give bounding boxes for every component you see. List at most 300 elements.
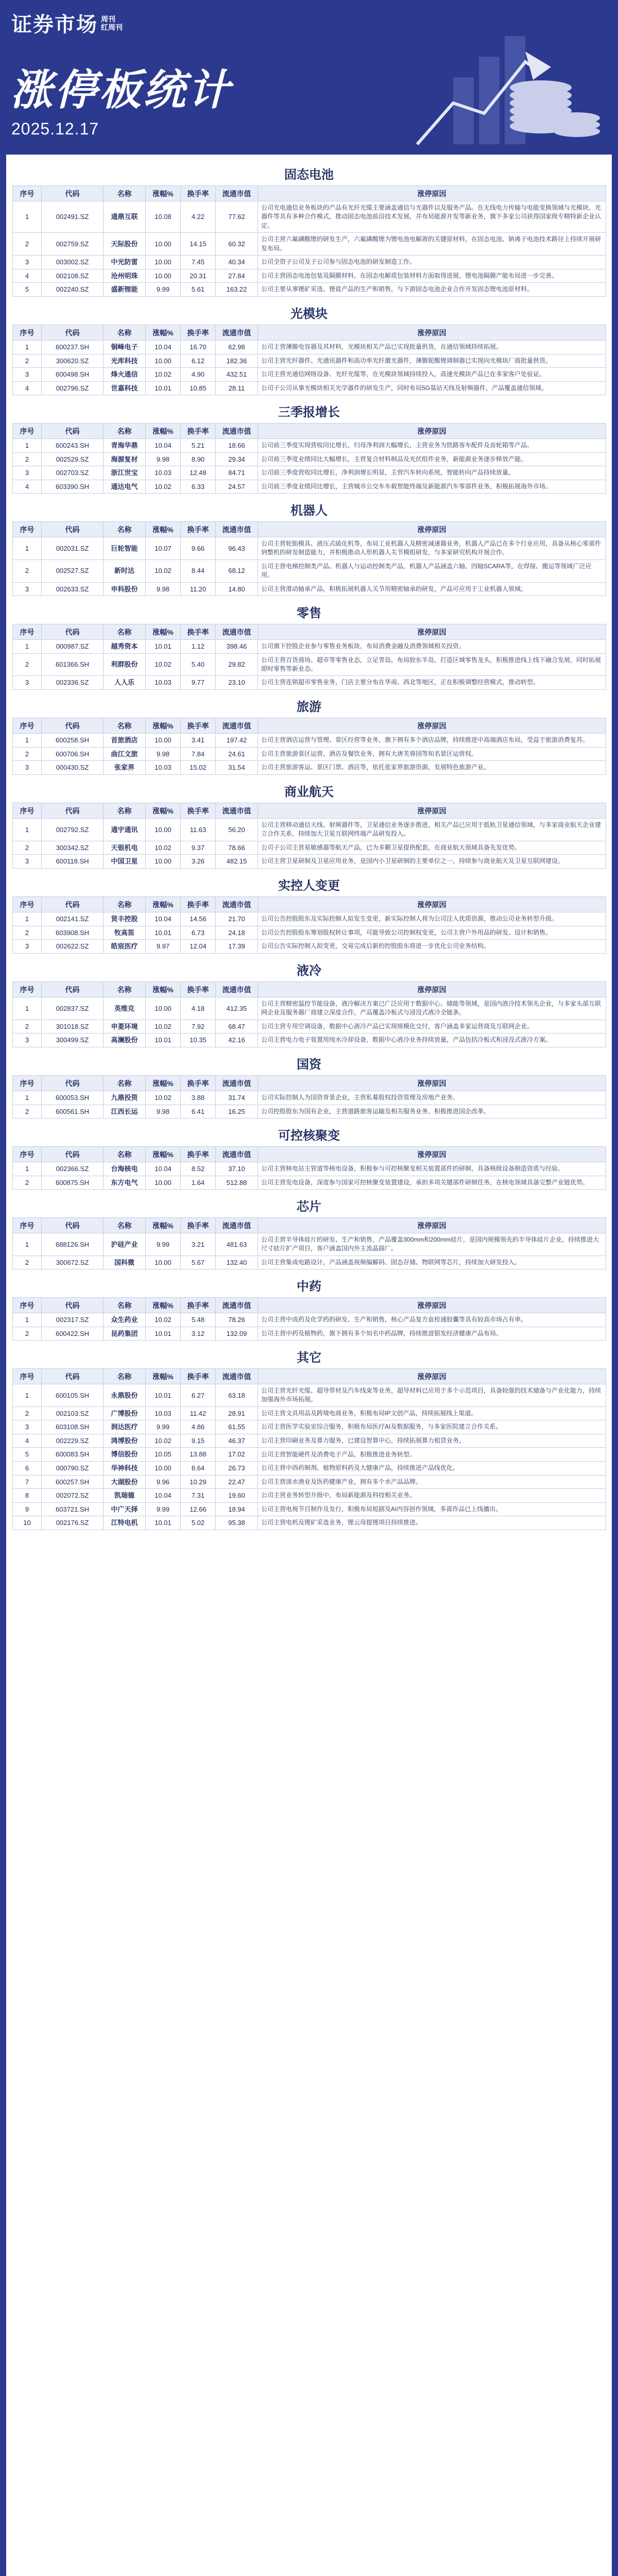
stock-code: 002759.SZ <box>42 233 104 256</box>
turnover-rate: 9.77 <box>181 676 216 690</box>
change-pct: 10.03 <box>146 466 181 480</box>
table-row <box>13 653 606 676</box>
row-index: 3 <box>13 368 42 382</box>
limit-up-reason: 公司主营固态电池包装及隔膜材料，在固态电解质包装材料方面取得进展，锂电池隔膜产能布局进一步完善。 <box>258 269 606 283</box>
stock-code: 600875.SH <box>42 1176 104 1190</box>
section-6 <box>12 697 606 775</box>
table-row <box>13 926 606 940</box>
row-index: 1 <box>13 1313 42 1327</box>
table-row <box>13 560 606 582</box>
row-index: 2 <box>13 1176 42 1190</box>
column-header: 流通市值 <box>216 522 258 537</box>
table-row <box>13 912 606 926</box>
column-header: 名称 <box>104 624 146 640</box>
change-pct: 9.99 <box>146 1420 181 1434</box>
stock-name: 九鼎投资 <box>104 1091 146 1105</box>
change-pct: 10.02 <box>146 653 181 676</box>
stock-code: 002240.SZ <box>42 283 104 297</box>
row-index: 3 <box>13 855 42 869</box>
float-market-cap: 28.91 <box>216 1406 258 1420</box>
limit-up-reason: 公司全资子公司及子公司参与固态电池的研发制造工作。 <box>258 255 606 269</box>
stock-name: 曲江文旅 <box>104 747 146 761</box>
table-row <box>13 1162 606 1176</box>
turnover-rate: 5.61 <box>181 283 216 297</box>
row-index: 6 <box>13 1461 42 1475</box>
column-header: 换手率 <box>181 624 216 640</box>
table-row <box>13 997 606 1020</box>
stock-code: 603721.SH <box>42 1502 104 1516</box>
limit-up-reason: 公司主营印刷业务及算力服务，已建设智算中心，持续拓展算力租赁业务。 <box>258 1434 606 1448</box>
section-1 <box>12 165 606 297</box>
stock-name: 新时达 <box>104 560 146 582</box>
change-pct: 10.02 <box>146 1020 181 1033</box>
change-pct: 9.98 <box>146 582 181 596</box>
change-pct: 10.00 <box>146 734 181 748</box>
change-pct: 10.02 <box>146 1434 181 1448</box>
float-market-cap: 27.84 <box>216 269 258 283</box>
stock-name: 青海华鼎 <box>104 439 146 453</box>
float-market-cap: 96.43 <box>216 537 258 560</box>
stock-code: 601366.SH <box>42 653 104 676</box>
change-pct: 10.07 <box>146 537 181 560</box>
table-row <box>13 734 606 748</box>
stock-code: 600083.SH <box>42 1448 104 1462</box>
column-header: 名称 <box>104 522 146 537</box>
limit-up-reason: 公司主营集成电路设计，产品涵盖视频编解码、固态存储、物联网等芯片，持续加大研发投入。 <box>258 1256 606 1269</box>
change-pct: 10.02 <box>146 368 181 382</box>
float-market-cap: 78.66 <box>216 841 258 855</box>
section-5 <box>12 603 606 690</box>
stock-code: 002622.SZ <box>42 940 104 954</box>
limit-up-reason: 公司旗下控股企业参与零售业务板块，布局消费金融及消费领域相关投资。 <box>258 640 606 654</box>
turnover-rate: 11.20 <box>181 582 216 596</box>
row-index: 5 <box>13 1448 42 1462</box>
column-header: 换手率 <box>181 1076 216 1091</box>
table-row <box>13 1516 606 1530</box>
limit-up-reason: 公司主营文具用品及跨境电商业务，积极布局IP文创产品，持续拓展线上渠道。 <box>258 1406 606 1420</box>
turnover-rate: 5.21 <box>181 439 216 453</box>
table-row <box>13 283 606 297</box>
stock-name: 通宇通讯 <box>104 819 146 841</box>
table-row <box>13 819 606 841</box>
column-header: 序号 <box>13 982 42 997</box>
section-13 <box>12 1277 606 1341</box>
stock-name: 申科股份 <box>104 582 146 596</box>
stock-name: 贤丰控股 <box>104 912 146 926</box>
column-header: 名称 <box>104 897 146 912</box>
limit-up-reason: 公司前三季度实现营收同比增长，归母净利润大幅增长，主营业务为铁路客车配件及齿轮箱等产品。 <box>258 439 606 453</box>
float-market-cap: 24.57 <box>216 480 258 494</box>
column-header: 涨幅% <box>146 897 181 912</box>
turnover-rate: 5.67 <box>181 1256 216 1269</box>
column-header: 代码 <box>42 1076 104 1091</box>
column-header: 涨幅% <box>146 982 181 997</box>
column-header: 流通市值 <box>216 423 258 439</box>
column-header: 涨幅% <box>146 718 181 734</box>
stock-name: 江特电机 <box>104 1516 146 1530</box>
turnover-rate: 9.66 <box>181 537 216 560</box>
column-header: 涨幅% <box>146 522 181 537</box>
stock-code: 300342.SZ <box>42 841 104 855</box>
section-7 <box>12 782 606 869</box>
stock-code: 600237.SH <box>42 341 104 354</box>
table-row <box>13 1502 606 1516</box>
stock-code: 000790.SZ <box>42 1461 104 1475</box>
limit-up-reason: 公司主营六氟磷酸锂的研发生产，六氟磷酸锂为锂电池电解液的关键原材料，在固态电池、钠离子电池技术路径上持续开展研发布局。 <box>258 233 606 256</box>
stock-name: 江西长运 <box>104 1105 146 1118</box>
turnover-rate: 15.02 <box>181 761 216 775</box>
column-header: 序号 <box>13 803 42 819</box>
stock-code: 603108.SH <box>42 1420 104 1434</box>
stock-code: 002529.SZ <box>42 452 104 466</box>
table-row <box>13 761 606 775</box>
column-header: 代码 <box>42 1147 104 1162</box>
row-index: 1 <box>13 997 42 1020</box>
turnover-rate: 10.29 <box>181 1475 216 1489</box>
brand-name: 证券市场 <box>11 13 98 36</box>
column-header: 涨停原因 <box>258 982 606 997</box>
brand-logo <box>11 8 123 38</box>
turnover-rate: 4.22 <box>181 201 216 233</box>
limit-up-reason: 公司主营淡水渔业及医药健康产业，拥有多个水产品品牌。 <box>258 1475 606 1489</box>
stock-name: 越秀资本 <box>104 640 146 654</box>
column-header: 序号 <box>13 718 42 734</box>
column-header: 涨停原因 <box>258 1147 606 1162</box>
table-row <box>13 1176 606 1190</box>
section-14 <box>12 1348 606 1530</box>
row-index: 10 <box>13 1516 42 1530</box>
limit-up-table <box>12 1368 606 1530</box>
stock-name: 皓宸医疗 <box>104 940 146 954</box>
stock-name: 鸿博股份 <box>104 1434 146 1448</box>
change-pct: 10.02 <box>146 480 181 494</box>
column-header: 代码 <box>42 423 104 439</box>
stock-code: 600706.SH <box>42 747 104 761</box>
turnover-rate: 10.85 <box>181 381 216 395</box>
row-index: 3 <box>13 255 42 269</box>
column-header: 代码 <box>42 897 104 912</box>
column-header: 序号 <box>13 1147 42 1162</box>
float-market-cap: 482.15 <box>216 855 258 869</box>
turnover-rate: 3.26 <box>181 855 216 869</box>
column-header: 流通市值 <box>216 1147 258 1162</box>
stock-name: 英维克 <box>104 997 146 1020</box>
change-pct: 10.00 <box>146 233 181 256</box>
table-row <box>13 640 606 654</box>
turnover-rate: 4.90 <box>181 368 216 382</box>
column-header: 换手率 <box>181 1147 216 1162</box>
column-header: 序号 <box>13 1218 42 1233</box>
turnover-rate: 3.41 <box>181 734 216 748</box>
stock-name: 高澜股份 <box>104 1033 146 1047</box>
section-8 <box>12 876 606 954</box>
stock-code: 600258.SH <box>42 734 104 748</box>
limit-up-reason: 公司前三季度业绩同比大幅增长，主营复合材料制品及光伏组件业务，新能源业务逐步释放产能。 <box>258 452 606 466</box>
turnover-rate: 12.04 <box>181 940 216 954</box>
limit-up-reason: 公司控股股东为国有企业，主营道路旅客运输及相关服务业务，积极推进国企改革。 <box>258 1105 606 1118</box>
float-market-cap: 17.39 <box>216 940 258 954</box>
change-pct: 10.02 <box>146 560 181 582</box>
stock-code: 002792.SZ <box>42 819 104 841</box>
column-header: 涨停原因 <box>258 897 606 912</box>
float-market-cap: 398.46 <box>216 640 258 654</box>
column-header: 换手率 <box>181 1298 216 1313</box>
column-header: 代码 <box>42 982 104 997</box>
change-pct: 10.02 <box>146 1313 181 1327</box>
limit-up-table <box>12 981 606 1047</box>
turnover-rate: 1.64 <box>181 1176 216 1190</box>
stock-name: 世嘉科技 <box>104 381 146 395</box>
section-3 <box>12 402 606 494</box>
float-market-cap: 42.16 <box>216 1033 258 1047</box>
row-index: 1 <box>13 640 42 654</box>
row-index: 2 <box>13 1020 42 1033</box>
float-market-cap: 60.32 <box>216 233 258 256</box>
stock-code: 002317.SZ <box>42 1313 104 1327</box>
change-pct: 10.03 <box>146 761 181 775</box>
limit-up-reason: 公司主营中西药制剂、植物原料药及大健康产品，持续推进产品线优化。 <box>258 1461 606 1475</box>
table-row <box>13 1233 606 1256</box>
stock-code: 600561.SH <box>42 1105 104 1118</box>
stock-name: 沪硅产业 <box>104 1233 146 1256</box>
table-row <box>13 201 606 233</box>
table-row <box>13 1020 606 1033</box>
turnover-rate: 4.18 <box>181 997 216 1020</box>
stock-code: 002796.SZ <box>42 381 104 395</box>
column-header: 名称 <box>104 325 146 341</box>
column-header: 流通市值 <box>216 803 258 819</box>
column-header: 代码 <box>42 624 104 640</box>
column-header: 流通市值 <box>216 1298 258 1313</box>
change-pct: 9.96 <box>146 1475 181 1489</box>
section-12 <box>12 1197 606 1269</box>
column-header: 换手率 <box>181 186 216 201</box>
limit-up-reason: 公司公告控股股东及实际控制人拟发生变更，新实际控制人将为公司注入优质资源，推动公司业务转型升级。 <box>258 912 606 926</box>
row-index: 1 <box>13 734 42 748</box>
section-4 <box>12 501 606 596</box>
turnover-rate: 1.12 <box>181 640 216 654</box>
limit-up-reason: 公司前三季度营收同比增长，净利润增长明显，主营汽车转向系统，智能转向产品持续放量。 <box>258 466 606 480</box>
stock-code: 688126.SH <box>42 1233 104 1256</box>
turnover-rate: 11.63 <box>181 819 216 841</box>
turnover-rate: 3.21 <box>181 1233 216 1256</box>
row-index: 2 <box>13 841 42 855</box>
column-header: 涨停原因 <box>258 522 606 537</box>
limit-up-reason: 公司公告控股股东筹划股权转让事项，可能导致公司控制权变更，公司主营户外用品的研发、设计和销售。 <box>258 926 606 940</box>
change-pct: 10.02 <box>146 1091 181 1105</box>
turnover-rate: 4.86 <box>181 1420 216 1434</box>
turnover-rate: 7.92 <box>181 1020 216 1033</box>
table-row <box>13 381 606 395</box>
header <box>0 0 618 155</box>
float-market-cap: 84.71 <box>216 466 258 480</box>
limit-up-reason: 公司主营发电设备，深度参与国家可控核聚变装置建设，承担多项关键部件研制任务，在核电领域具备完整产业链优势。 <box>258 1176 606 1190</box>
change-pct: 9.98 <box>146 452 181 466</box>
column-header: 涨停原因 <box>258 1369 606 1384</box>
float-market-cap: 18.94 <box>216 1502 258 1516</box>
turnover-rate: 3.88 <box>181 1091 216 1105</box>
float-market-cap: 28.11 <box>216 381 258 395</box>
float-market-cap: 17.02 <box>216 1448 258 1462</box>
change-pct: 10.04 <box>146 341 181 354</box>
change-pct: 10.01 <box>146 640 181 654</box>
section-title: 旅游 <box>297 701 321 714</box>
stock-name: 天银机电 <box>104 841 146 855</box>
column-header: 涨停原因 <box>258 624 606 640</box>
row-index: 4 <box>13 269 42 283</box>
stock-code: 002837.SZ <box>42 997 104 1020</box>
change-pct: 10.04 <box>146 1489 181 1503</box>
stock-name: 沧州明珠 <box>104 269 146 283</box>
table-row <box>13 255 606 269</box>
column-header: 流通市值 <box>216 1218 258 1233</box>
float-market-cap: 182.36 <box>216 354 258 368</box>
turnover-rate: 11.42 <box>181 1406 216 1420</box>
section-title: 液冷 <box>297 964 321 978</box>
stock-name: 国科微 <box>104 1256 146 1269</box>
change-pct: 10.00 <box>146 255 181 269</box>
limit-up-table <box>12 1217 606 1269</box>
turnover-rate: 7.31 <box>181 1489 216 1503</box>
float-market-cap: 40.34 <box>216 255 258 269</box>
section-title: 国资 <box>297 1058 321 1072</box>
table-row <box>13 233 606 256</box>
stock-name: 通鼎互联 <box>104 201 146 233</box>
limit-up-table <box>12 896 606 954</box>
float-market-cap: 62.98 <box>216 341 258 354</box>
stock-name: 众生药业 <box>104 1313 146 1327</box>
column-header: 名称 <box>104 1147 146 1162</box>
table-row <box>13 480 606 494</box>
float-market-cap: 14.80 <box>216 582 258 596</box>
column-header: 代码 <box>42 1298 104 1313</box>
row-index: 1 <box>13 1162 42 1176</box>
change-pct: 10.00 <box>146 1461 181 1475</box>
change-pct: 9.97 <box>146 940 181 954</box>
column-header: 换手率 <box>181 1218 216 1233</box>
row-index: 2 <box>13 452 42 466</box>
limit-up-reason: 公司主营光通信网络设备、光纤光缆等，在光模块领域持续投入，高速光模块产品已在多家客户处验证。 <box>258 368 606 382</box>
column-header: 名称 <box>104 423 146 439</box>
change-pct: 9.99 <box>146 283 181 297</box>
table-row <box>13 1105 606 1118</box>
table-row <box>13 1461 606 1475</box>
float-market-cap: 22.47 <box>216 1475 258 1489</box>
turnover-rate: 6.27 <box>181 1384 216 1407</box>
turnover-rate: 6.12 <box>181 354 216 368</box>
float-market-cap: 61.55 <box>216 1420 258 1434</box>
limit-up-reason: 公司主营薄膜电容器及其材料，光模块相关产品已实现批量供货，在通信领域持续拓展。 <box>258 341 606 354</box>
table-row <box>13 1420 606 1434</box>
turnover-rate: 20.31 <box>181 269 216 283</box>
limit-up-table <box>12 185 606 297</box>
float-market-cap: 23.10 <box>216 676 258 690</box>
column-header: 涨停原因 <box>258 1218 606 1233</box>
table-row <box>13 1091 606 1105</box>
turnover-rate: 6.73 <box>181 926 216 940</box>
stock-code: 002031.SZ <box>42 537 104 560</box>
float-market-cap: 19.60 <box>216 1489 258 1503</box>
row-index: 4 <box>13 480 42 494</box>
stock-code: 600118.SH <box>42 855 104 869</box>
column-header: 流通市值 <box>216 897 258 912</box>
section-title: 固态电池 <box>284 168 334 182</box>
turnover-rate: 9.15 <box>181 1434 216 1448</box>
limit-up-reason: 公司主营精密温控节能设备，液冷解决方案已广泛应用于数据中心、储能等领域，是国内液冷技术领先企业，与多家头部互联网企业及服务器厂商建立深度合作，产品覆盖冷板式与浸没式液冷全链条。 <box>258 997 606 1020</box>
column-header: 涨停原因 <box>258 803 606 819</box>
limit-up-reason: 公司子公司主营星敏感器等航天产品，已为多颗卫星提供配套，在商业航天领域具备先发优势。 <box>258 841 606 855</box>
stock-name: 申菱环境 <box>104 1020 146 1033</box>
limit-up-table <box>12 803 606 869</box>
change-pct: 10.03 <box>146 1406 181 1420</box>
column-header: 流通市值 <box>216 624 258 640</box>
limit-up-reason: 公司主要从事锂矿采选、锂盐产品的生产和销售，与下游固态电池企业合作开发固态锂电池原材料。 <box>258 283 606 297</box>
float-market-cap: 68.47 <box>216 1020 258 1033</box>
row-index: 1 <box>13 1384 42 1407</box>
turnover-rate: 8.64 <box>181 1461 216 1475</box>
change-pct: 9.99 <box>146 1502 181 1516</box>
row-index: 9 <box>13 1502 42 1516</box>
float-market-cap: 63.18 <box>216 1384 258 1407</box>
stock-code: 002703.SZ <box>42 466 104 480</box>
limit-up-reason: 公司公告实际控制人拟变更，交易完成后新的控股股东将进一步优化公司业务结构。 <box>258 940 606 954</box>
limit-up-reason: 公司主营酒店运营与管理、景区经营等业务，旗下拥有多个酒店品牌，持续推进中高端酒店布局，受益于旅游消费复苏。 <box>258 734 606 748</box>
row-index: 1 <box>13 819 42 841</box>
column-header: 流通市值 <box>216 718 258 734</box>
stock-name: 华神科技 <box>104 1461 146 1475</box>
float-market-cap: 26.73 <box>216 1461 258 1475</box>
row-index: 1 <box>13 439 42 453</box>
section-10 <box>12 1055 606 1118</box>
limit-up-reason: 公司子公司从事光模块相关光学器件的研发生产，同时布局5G基站天线及射频器件，产品覆盖通信领域。 <box>258 381 606 395</box>
stock-name: 凯瑞德 <box>104 1489 146 1503</box>
column-header: 流通市值 <box>216 325 258 341</box>
section-title: 可控核聚变 <box>278 1129 340 1143</box>
column-header: 序号 <box>13 423 42 439</box>
table-row <box>13 1327 606 1341</box>
change-pct: 10.00 <box>146 269 181 283</box>
table-row <box>13 537 606 560</box>
column-header: 换手率 <box>181 982 216 997</box>
stock-code: 002108.SZ <box>42 269 104 283</box>
row-index: 2 <box>13 1256 42 1269</box>
column-header: 换手率 <box>181 325 216 341</box>
table-row <box>13 855 606 869</box>
table-row <box>13 466 606 480</box>
stock-code: 600498.SH <box>42 368 104 382</box>
float-market-cap: 68.12 <box>216 560 258 582</box>
turnover-rate: 12.48 <box>181 466 216 480</box>
row-index: 2 <box>13 233 42 256</box>
turnover-rate: 8.90 <box>181 452 216 466</box>
table-row <box>13 341 606 354</box>
table-row <box>13 1384 606 1407</box>
stock-name: 巨轮智能 <box>104 537 146 560</box>
float-market-cap: 77.62 <box>216 201 258 233</box>
stock-name: 通达电气 <box>104 480 146 494</box>
limit-up-reason: 公司主营半导体硅片的研发、生产和销售，产品覆盖300mm和200mm硅片，是国内规模领先的半导体硅片企业，持续推进大尺寸硅片扩产项目，客户涵盖国内外主流晶圆厂。 <box>258 1233 606 1256</box>
limit-up-reason: 公司主营中成药及化学药的研发、生产和销售，核心产品复方血栓通胶囊等具有较高市场占有率。 <box>258 1313 606 1327</box>
limit-up-reason: 公司主营旅游景区运营、酒店及餐饮业务，拥有大唐芙蓉园等知名景区运营权。 <box>258 747 606 761</box>
section-title: 中药 <box>297 1280 321 1294</box>
stock-code: 002229.SZ <box>42 1434 104 1448</box>
section-11 <box>12 1126 606 1190</box>
table-row <box>13 940 606 954</box>
column-header: 流通市值 <box>216 1369 258 1384</box>
turnover-rate: 12.66 <box>181 1502 216 1516</box>
limit-up-table <box>12 1146 606 1190</box>
stock-code: 300499.SZ <box>42 1033 104 1047</box>
